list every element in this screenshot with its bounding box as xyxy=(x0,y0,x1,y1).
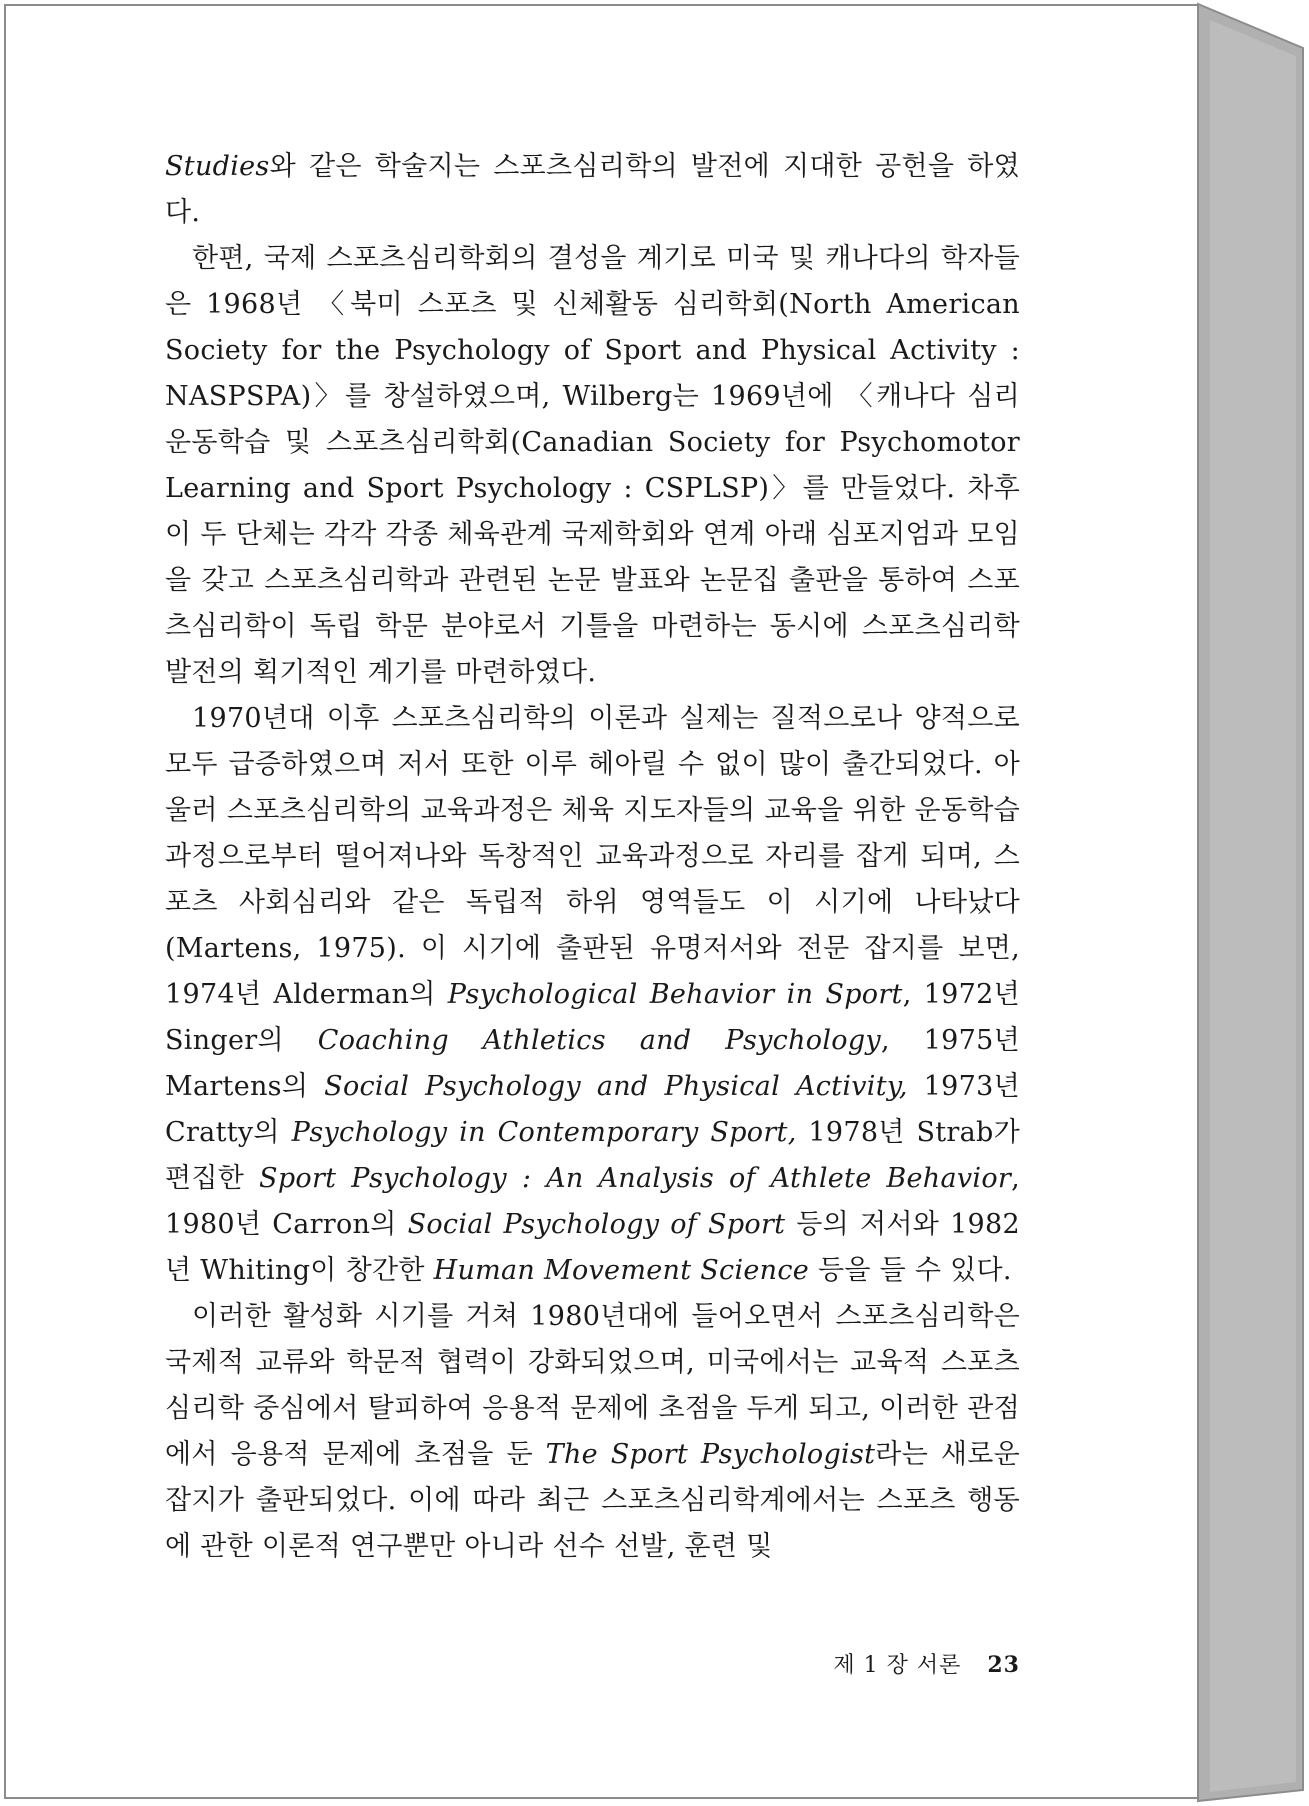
text-run: , 1975년 Martens의 xyxy=(165,1025,1020,1102)
italic-title: Social Psychology and Physical Activity, xyxy=(324,1071,908,1102)
chapter-label: 제 1 장 서론 xyxy=(833,1653,962,1678)
italic-title: Social Psychology of Sport xyxy=(407,1209,786,1240)
text-run: 이러한 활성화 시기를 거쳐 1980년대에 들어오면서 스포츠심리학은 국제적 교류와 학문적 협력이 강화되었으며, 미국에서는 교육적 스포츠심리학 중심에서 탈피하여 응용적 문제에 초점을 두게 되고, 이러한 관점에서 응용적 문제에 초점을 둔 xyxy=(165,1301,1020,1470)
page-footer xyxy=(820,1648,1020,1679)
italic-title: Psychology in Contemporary Sport, xyxy=(291,1117,797,1148)
italic-title: Coaching Athletics and Psychology xyxy=(317,1025,881,1056)
paragraph-p1 xyxy=(165,144,1020,236)
text-run: , 1980년 Carron의 xyxy=(165,1163,1020,1240)
text-run: 1970년대 이후 스포츠심리학의 이론과 실제는 질적으로나 양적으로 모두 급증하였으며 저서 또한 이루 헤아릴 수 없이 많이 출간되었다. 아울러 스포츠심리학의 교육과정은 체육 지도자들의 교육을 위한 운동학습 과정으로부터 떨어져나와 독창적인 교육과정으로 자리를 잡게 되며, 스포츠 사회심리와 같은 독립적 하위 영역들도 이 시기에 나타났다(Martens, 1975). 이 시기에 출판된 유명저서와 전문 잡지를 보면, 1974년 Alderman의 xyxy=(165,703,1020,1010)
text-run: 한편, 국제 스포츠심리학회의 결성을 계기로 미국 및 캐나다의 학자들은 1968년 〈북미 스포츠 및 신체활동 심리학회(North American Society for the Psychology of Sport and Physical Activity : NASPSPA)〉를 창설하였으며, Wilberg는 1969년에 〈캐나다 심리운동학습 및 스포츠심리학회(Canadian Society for Psychomotor Learning and Sport Psychology : CSPLSP)〉를 만들었다. 차후 이 두 단체는 각각 각종 체육관계 국제학회와 연계 아래 심포지엄과 모임을 갖고 스포츠심리학과 관련된 논문 발표와 논문집 출판을 통하여 스포츠심리학이 독립 학문 분야로서 기틀을 마련하는 동시에 스포츠심리학 발전의 획기적인 계기를 마련하였다. xyxy=(165,243,1020,688)
italic-title: The Sport Psychologist xyxy=(545,1439,876,1470)
italic-title: Human Movement Science xyxy=(433,1255,810,1286)
italic-title: Sport Psychology : An Analysis of Athlete Behavior xyxy=(259,1163,1012,1194)
text-run: 와 같은 학술지는 스포츠심리학의 발전에 지대한 공헌을 하였다. xyxy=(165,151,1020,228)
page-number: 23 xyxy=(987,1652,1020,1678)
body-text xyxy=(165,144,1020,1570)
paragraph-p4 xyxy=(165,1294,1020,1570)
text-run: 등을 들 수 있다. xyxy=(809,1255,1012,1286)
paragraph-p2 xyxy=(165,236,1020,696)
text-run: 1978년 Strab가 편집한 xyxy=(165,1117,1021,1194)
page-stack-side-shade xyxy=(1210,20,1296,1792)
text-run: 1973년 Cratty의 xyxy=(165,1071,1020,1148)
paragraph-p3 xyxy=(165,696,1020,1294)
text-run: 등의 저서와 1982년 Whiting이 창간한 xyxy=(165,1209,1020,1286)
text-run: 라는 새로운 잡지가 출판되었다. 이에 따라 최근 스포츠심리학계에서는 스포츠 행동에 관한 이론적 연구뿐만 아니라 선수 선발, 훈련 및 xyxy=(165,1439,1020,1562)
text-run: , 1972년 Singer의 xyxy=(165,979,1020,1056)
italic-title: Studies xyxy=(165,151,270,182)
italic-title: Psychological Behavior in Sport xyxy=(447,979,903,1010)
